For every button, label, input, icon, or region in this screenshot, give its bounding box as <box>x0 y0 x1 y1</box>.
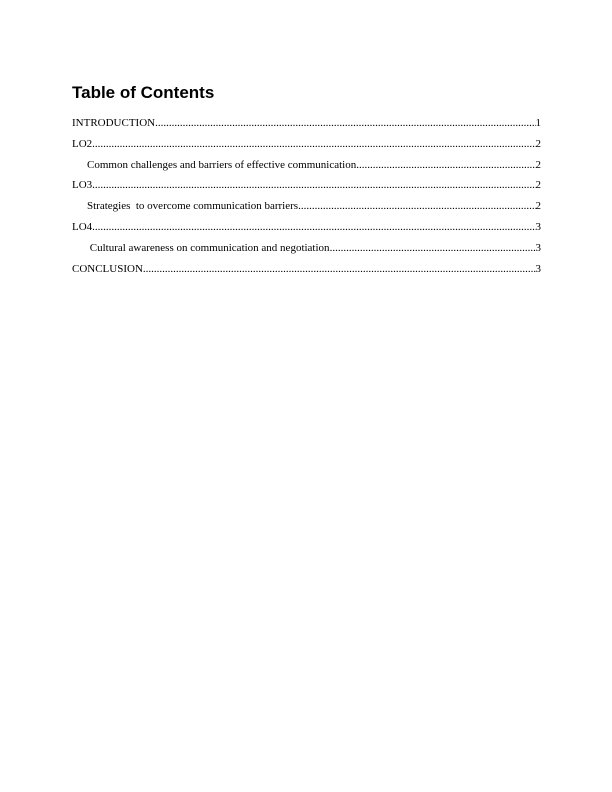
toc-entry-label: LO3 <box>72 179 93 192</box>
toc-entry-lo4[interactable] <box>72 221 541 242</box>
toc-entry-label: INTRODUCTION <box>72 117 156 129</box>
dot-leader <box>92 221 535 233</box>
dot-leader <box>143 263 536 275</box>
toc-entry-label: Cultural awareness on communication and negotiation <box>87 241 330 254</box>
toc-page-number: 3 <box>535 220 541 233</box>
toc-entry-label: Strategies to overcome communication barriers <box>87 200 299 213</box>
toc-entry-cultural-awareness[interactable] <box>72 242 541 263</box>
toc-list <box>72 117 541 283</box>
toc-page-number: 1 <box>535 117 541 129</box>
toc-entry-label: CONCLUSION <box>72 262 143 275</box>
toc-page-number: 2 <box>535 179 541 192</box>
toc-entry-lo2[interactable] <box>72 138 541 159</box>
toc-entry-conclusion[interactable] <box>72 263 541 284</box>
toc-entry-lo3[interactable] <box>72 179 541 200</box>
toc-entry-label: Common challenges and barriers of effective communication <box>87 158 357 171</box>
dot-leader <box>92 179 535 191</box>
toc-entry-strategies[interactable] <box>72 200 541 221</box>
toc-page-number: 3 <box>535 241 541 254</box>
dot-leader <box>330 242 536 254</box>
toc-heading: Table of Contents <box>72 83 215 102</box>
dot-leader <box>356 159 535 171</box>
toc-page-number: 2 <box>535 158 541 171</box>
toc-page-number: 2 <box>535 200 541 213</box>
toc-entry-common-challenges[interactable] <box>72 159 541 180</box>
toc-page-number: 3 <box>535 262 541 275</box>
toc-entry-introduction[interactable] <box>72 117 541 138</box>
toc-entry-label: LO4 <box>72 220 93 233</box>
toc-entry-label: LO2 <box>72 137 93 150</box>
dot-leader <box>298 200 535 212</box>
toc-page-number: 2 <box>535 137 541 150</box>
dot-leader <box>155 117 535 129</box>
dot-leader <box>92 138 535 150</box>
